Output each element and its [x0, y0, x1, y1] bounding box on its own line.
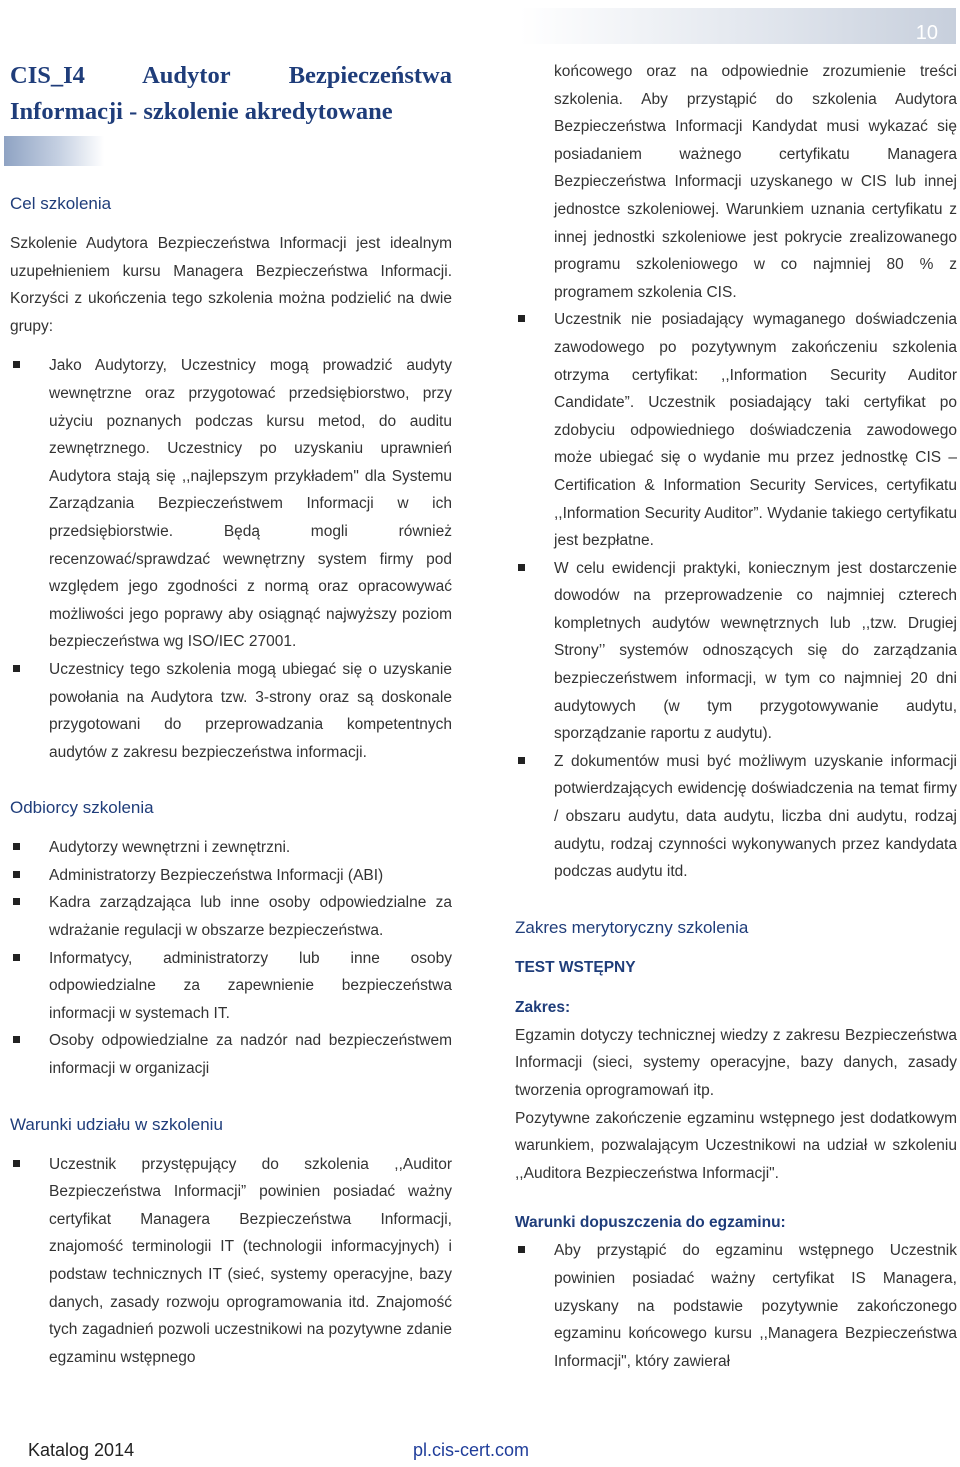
goal-text: Szkolenie Audytora Bezpieczeństwa Informacji jest idealnym uzupełnieniem kursu Managera Bezpieczeństwa Informacji. Korzyści z ukończenia tego szkolenia można podzielić na dwie grupy: — [10, 235, 452, 335]
conditions-list — [10, 1151, 452, 1372]
list-item: Jako Audytorzy, Uczestnicy mogą prowadzić audyty wewnętrzne oraz przygotować przedsiębiorstwo, przy użyciu poznanych podczas kursu metod, do auditu zewnętrznego. Uczestnicy po uzyskaniu uprawnień Audytora stają się ,,najlepszym przykładem" dla Systemu Zarządzania Bezpieczeństwem Informacji w ich przedsiębiorstwie. Będą mogli również recenzować/sprawdzać wewnętrzny system firmy pod względem jego zgodności z normą oraz opracowywać możliwości jego poprawy aby osiągnąć najwyższy poziom bezpieczeństwa wg ISO/IEC 27001. — [10, 352, 452, 656]
list-item: Uczestnicy tego szkolenia mogą ubiegać się o uzyskanie powołania na Audytora tzw. 3-strony oraz są doskonale przygotowani do przeprowadzania kompetentnych audytów z zakresu bezpieczeństwa informacji. — [10, 656, 452, 766]
goal-list — [10, 352, 452, 766]
recipients-list — [10, 834, 452, 1082]
right-column — [515, 58, 957, 1375]
test-heading: TEST WSTĘPNY — [515, 958, 636, 976]
goal-heading: Cel szkolenia — [10, 194, 112, 213]
page-number-bar — [520, 8, 956, 44]
footer-catalog: Katalog 2014 — [28, 1440, 135, 1460]
list-item: W celu ewidencji praktyki, koniecznym jest dostarczenie dowodów na przeprowadzenie co najmniej czterech kompletnych audytów wewnętrznych lub ,,tzw. Drugiej Strony’’ systemów odnoszących się do zarządzania bezpieczeństwem informacji, w tym co najmniej 20 dni audytowych (w tym przygotowywanie audytu, sporządzanie raportu z audytu). — [515, 555, 957, 748]
list-item: Z dokumentów musi być możliwym uzyskanie informacji potwierdzających ewidencję doświadczenia na temat firmy / obszaru audytu, data audytu, liczba dni audytu, rodzaj audytu, rodzaj czynności wykonywanych przez kandydata podczas audytu itd. — [515, 748, 957, 886]
title-decoration — [4, 136, 104, 166]
list-item: Osoby odpowiedzialne za nadzór nad bezpieczeństwem informacji w organizacji — [10, 1027, 452, 1082]
scope-label: Zakres: — [515, 998, 571, 1016]
document-title: CIS_I4 Audytor Bezpieczeństwa Informacji - szkolenie akredytowane — [10, 62, 452, 125]
page-number: 10 — [915, 22, 938, 44]
list-item: Aby przystąpić do egzaminu wstępnego Uczestnik powinien posiadać ważny certyfikat IS Managera, uzyskany na podstawie pozytywnie zakończonego egzaminu końcowego kursu ,,Managera Bezpieczeństwa Informacji", który zawierał — [515, 1237, 957, 1375]
list-item: Uczestnik nie posiadający wymaganego doświadczenia zawodowego po pozytywnym zakończeniu szkolenia otrzyma certyfikat: ,,Information Security Auditor Candidate”. Uczestnik posiadający taki certyfikat po zdobyciu odpowiedniego doświadczenia zawodowego może ubiegać się o wydanie mu przez jednostkę CIS – Certification & Information Security Services, certyfikatu ,,Information Security Auditor”. Wydanie takiego certyfikatu jest bezpłatne. — [515, 306, 957, 554]
admission-heading: Warunki dopuszczenia do egzaminu: — [515, 1214, 786, 1232]
recipients-heading: Odbiorcy szkolenia — [10, 798, 154, 818]
conditions-heading: Warunki udziału w szkoleniu — [10, 1114, 223, 1134]
admission-list — [515, 1237, 957, 1375]
scope-text: Egzamin dotyczy technicznej wiedzy z zakresu Bezpieczeństwa Informacji (sieci, systemy operacyjne, bazy danych, zasady tworzenia oprogramowań itp. — [515, 1026, 957, 1099]
list-item: Kadra zarządzająca lub inne osoby odpowiedzialne za wdrażanie regulacji w obszarze bezpieczeństwa. — [10, 889, 452, 944]
list-item: Informatycy, administratorzy lub inne osoby odpowiedzialne za zapewnienie bezpieczeństwa informacji w systemach IT. — [10, 945, 452, 1028]
positive-text: Pozytywne zakończenie egzaminu wstępnego jest dodatkowym warunkiem, pozwalającym Uczestnikowi na udział w szkoleniu ,,Auditora Bezpieczeństwa Informacji". — [515, 1109, 957, 1182]
conditions-list-continued — [515, 58, 957, 886]
left-column — [10, 190, 452, 1371]
list-item: Administratorzy Bezpieczeństwa Informacji (ABI) — [10, 862, 452, 890]
list-item-continued: końcowego oraz na odpowiednie zrozumienie treści szkolenia. Aby przystąpić do szkolenia Audytora Bezpieczeństwa Informacji Kandydat musi wykazać się posiadaniem ważnego certyfikatu Managera Bezpieczeństwa Informacji uzyskanego w CIS lub innej jednostce szkoleniowej. Warunkiem uznania certyfikatu z innej jednostki szkoleniowe jest pokrycie zrealizowanego programu szkoleniowego w co najmniej 80 % z programem szkolenia CIS. — [554, 63, 957, 301]
footer-website-link[interactable]: pl.cis-cert.com — [413, 1440, 530, 1460]
scope-heading: Zakres merytoryczny szkolenia — [515, 917, 749, 937]
list-item: Audytorzy wewnętrzni i zewnętrzni. — [10, 834, 452, 862]
list-item: Uczestnik przystępujący do szkolenia ,,Auditor Bezpieczeństwa Informacji” powinien posiadać ważny certyfikat Managera Bezpieczeństwa Informacji, znajomość terminologii IT (technologii informacyjnych) i podstaw technicznych IT (sieć, systemy operacyjne, bazy danych, zasady rozwoju oprogramowania itd. Znajomość tych zagadnień pozwoli uczestnikowi na pozytywne zdanie egzaminu wstępnego — [10, 1151, 452, 1372]
